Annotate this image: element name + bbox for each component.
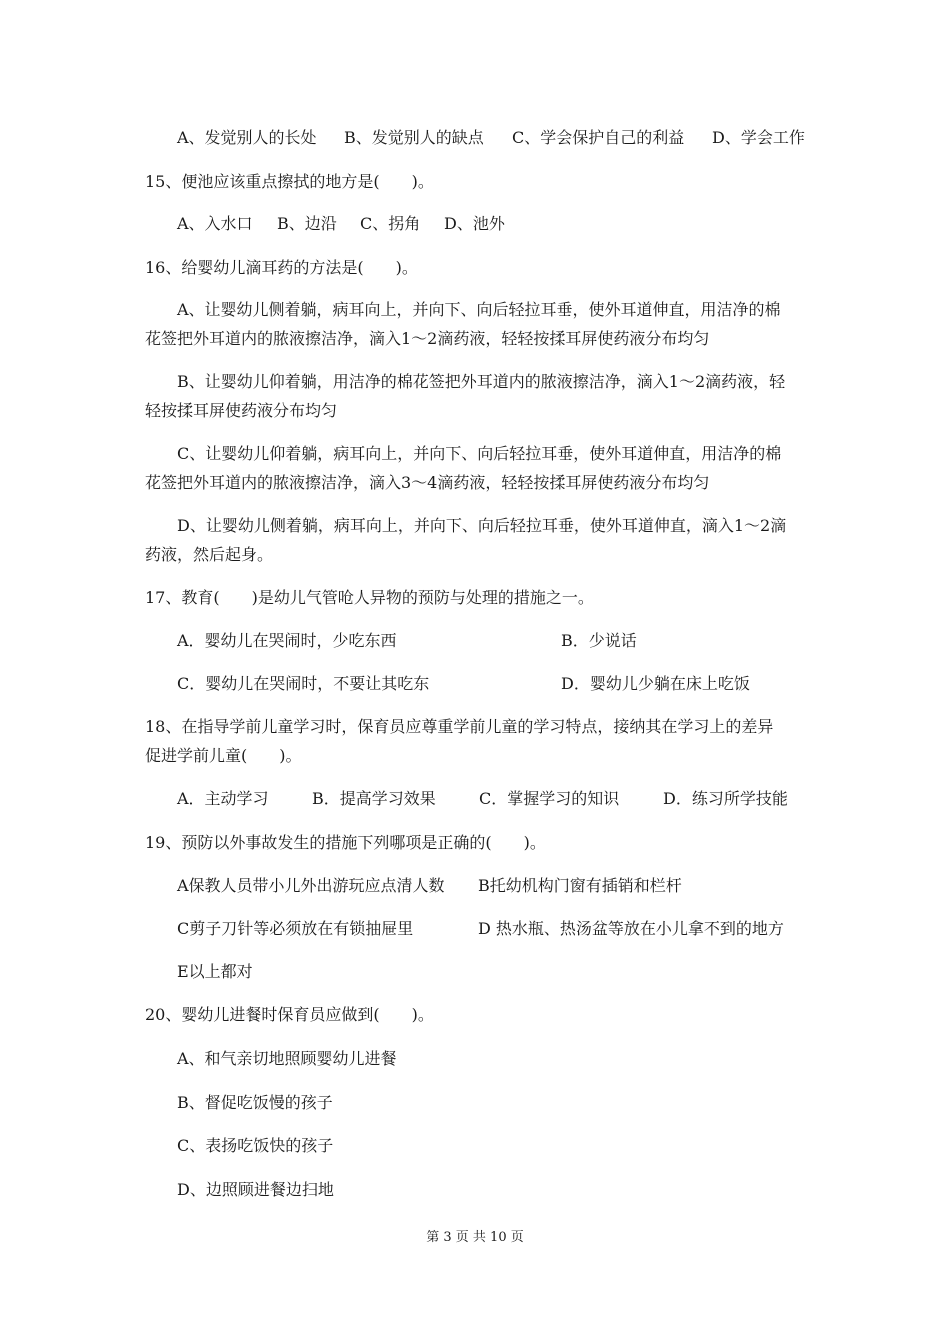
q19-option-c: C剪子刀针等必须放在有锁抽屉里 (177, 919, 414, 938)
q18-stem-line1: 18、在指导学前儿童学习时，保育员应尊重学前儿童的学习特点，接纳其在学习上的差异 (145, 717, 774, 736)
q15-option-c: C、拐角 (360, 214, 421, 233)
q15-stem: 15、便池应该重点擦拭的地方是( )。 (145, 172, 434, 191)
q18-stem-line2: 促进学前儿童( )。 (145, 746, 302, 765)
q17-stem: 17、教育( )是幼儿气管呛人异物的预防与处理的措施之一。 (145, 588, 594, 607)
q16-option-b-line2: 轻按揉耳屏使药液分布均匀 (145, 401, 338, 420)
q14-option-c: C、学会保护自己的利益 (512, 128, 685, 147)
q16-option-c-line2: 花签把外耳道内的脓液擦洁净，滴入3～4滴药液，轻轻按揉耳屏使药液分布均匀 (145, 473, 710, 492)
q15-option-b: B、边沿 (277, 214, 337, 233)
q16-option-d-line1: D、让婴幼儿侧着躺，病耳向上，并向下、向后轻拉耳垂，使外耳道伸直，滴入1～2滴 (177, 516, 787, 535)
q19-option-d: D 热水瓶、热汤盆等放在小儿拿不到的地方 (478, 919, 784, 938)
q17-option-a: A．婴幼儿在哭闹时，少吃东西 (177, 631, 397, 650)
q18-option-c: C．掌握学习的知识 (479, 789, 620, 808)
page-footer: 第 3 页 共 10 页 (426, 1230, 524, 1245)
q16-option-d-line2: 药液，然后起身。 (145, 545, 274, 564)
q20-option-c: C、表扬吃饭快的孩子 (177, 1136, 334, 1155)
q20-option-d: D、边照顾进餐边扫地 (177, 1180, 334, 1199)
q14-option-d: D、学会工作 (712, 128, 805, 147)
q16-option-c-line1: C、让婴幼儿仰着躺，病耳向上，并向下、向后轻拉耳垂，使外耳道伸直，用洁净的棉 (177, 444, 782, 463)
q16-option-b-line1: B、让婴幼儿仰着躺，用洁净的棉花签把外耳道内的脓液擦洁净，滴入1～2滴药液，轻 (177, 372, 786, 391)
q16-option-a-line1: A、让婴幼儿侧着躺，病耳向上，并向下、向后轻拉耳垂，使外耳道伸直，用洁净的棉 (177, 300, 781, 319)
q15-option-a: A、入水口 (177, 214, 253, 233)
q17-option-d: D．婴幼儿少躺在床上吃饭 (561, 674, 750, 693)
q17-option-b: B．少说话 (561, 631, 637, 650)
q16-option-a-line2: 花签把外耳道内的脓液擦洁净，滴入1～2滴药液，轻轻按揉耳屏使药液分布均匀 (145, 329, 710, 348)
q18-option-a: A．主动学习 (177, 789, 269, 808)
q19-option-b: B托幼机构门窗有插销和栏杆 (478, 876, 682, 895)
q20-option-b: B、督促吃饭慢的孩子 (177, 1093, 333, 1112)
q20-option-a: A、和气亲切地照顾婴幼儿进餐 (177, 1049, 397, 1068)
q15-option-d: D、池外 (444, 214, 505, 233)
q14-option-a: A、发觉别人的长处 (177, 128, 317, 147)
q16-stem: 16、给婴幼儿滴耳药的方法是( )。 (145, 258, 418, 277)
q14-option-b: B、发觉别人的缺点 (344, 128, 484, 147)
q19-option-e: E以上都对 (177, 962, 253, 981)
q17-option-c: C．婴幼儿在哭闹时，不要让其吃东 (177, 674, 430, 693)
q19-option-a: A保教人员带小儿外出游玩应点清人数 (177, 876, 445, 895)
q19-stem: 19、预防以外事故发生的措施下列哪项是正确的( )。 (145, 833, 546, 852)
q18-option-b: B．提高学习效果 (312, 789, 436, 808)
q20-stem: 20、婴幼儿进餐时保育员应做到( )。 (145, 1005, 434, 1024)
q18-option-d: D．练习所学技能 (663, 789, 788, 808)
